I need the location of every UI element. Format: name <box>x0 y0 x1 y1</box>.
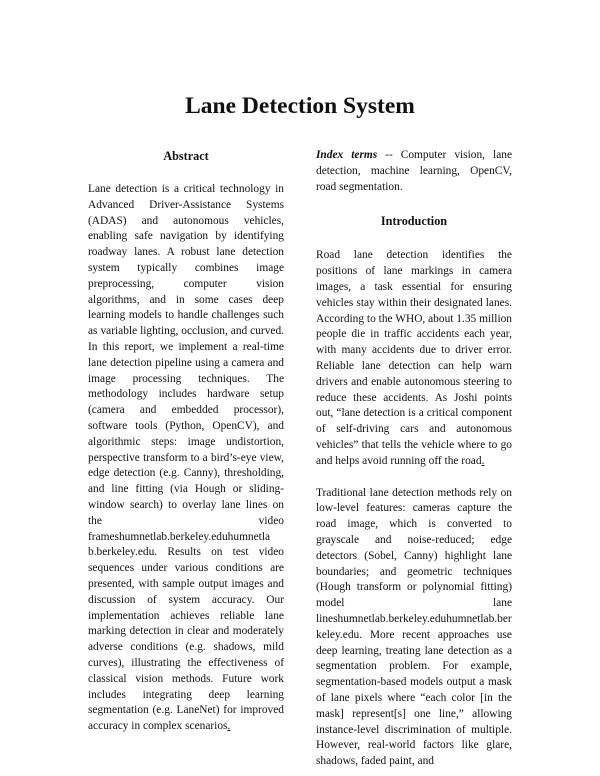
introduction-heading: Introduction <box>380 214 448 229</box>
abstract-end-mark: . <box>227 720 231 733</box>
paragraph-gap <box>316 470 512 486</box>
introduction-paragraph-1 <box>316 248 512 469</box>
introduction-paragraph-1-text: Road lane detection identifies the positions of lane markings in camera images, a task essential for ensuring vehicles stay within their designated lanes. According to the WHO, about 1.35 million people die in traffic accidents each year, with many accidents due to driver error. Reliable lane detection can help warn drivers and enable autonomous steering to reduce these accidents. As Joshi points out, “lane detection is a critical component of self-driving cars and autonomous vehicles” that tells the vehicle where to go and helps avoid running off the road <box>316 249 512 467</box>
page-title: Lane Detection System <box>185 93 415 119</box>
index-terms-text: -- Computer vision, lane detection, machine learning, OpenCV, road segmentation. <box>316 149 512 193</box>
left-column <box>88 148 284 735</box>
index-terms-label: Index terms <box>316 149 378 161</box>
abstract-text: Lane detection is a critical technology in Advanced Driver-Assistance Systems (ADAS) and autonomous vehicles, enabling safe navigation by identifying roadway lanes. A robust lane detection system typically combines image preprocessing, computer vision algorithms, and in some cases deep learning models to handle challenges such as variable lighting, occlusion, and curved. In this report, we implement a real-time lane detection pipeline using a camera and image processing techniques. The methodology includes hardware setup (camera and embedded processor), software tools (Python, OpenCV), and algorithmic steps: image undistortion, perspective transform to a bird’s-eye view, edge detection (e.g. Canny), thresholding, and line fitting (via Hough or sliding-window search) to overlay lane lines on the video frameshumnetlab.berkeley.eduhumnetla b.berkeley.edu. Results on test video sequences under various conditions are presented, with sample output images and discussion of system accuracy. Our implementation achieves reliable lane marking detection in clear and moderately adverse conditions (e.g. shadows, mild curves), illustrating the effectiveness of classical vision methods. Future work includes integrating deep learning segmentation (e.g. LaneNet) for improved accuracy in complex scenarios <box>88 183 284 733</box>
abstract-paragraph <box>88 182 284 735</box>
introduction-paragraph-2: Traditional lane detection methods rely on low-level features: cameras capture the road image, which is converted to grayscale and noise-reduced; edge detectors (Sobel, Canny) highlight lane boundaries; and geometric techniques (Hough transform or polynomial fitting) model lane lineshumnetlab.berkeley.eduhumnetlab.berkeley.edu. More recent approaches use deep learning, treating lane detection as a segmentation problem. For example, segmentation-based models output a mask of lane pixels where “each color [in the mask] represent[s] one line,” allowing instance-level discrimination of multiple. However, real-world factors like glare, shadows, faded paint, and <box>316 486 512 768</box>
right-column <box>316 148 512 770</box>
introduction-paragraph-1-end-mark: . <box>481 454 485 467</box>
abstract-heading: Abstract <box>163 149 209 163</box>
index-terms-paragraph <box>316 148 512 195</box>
